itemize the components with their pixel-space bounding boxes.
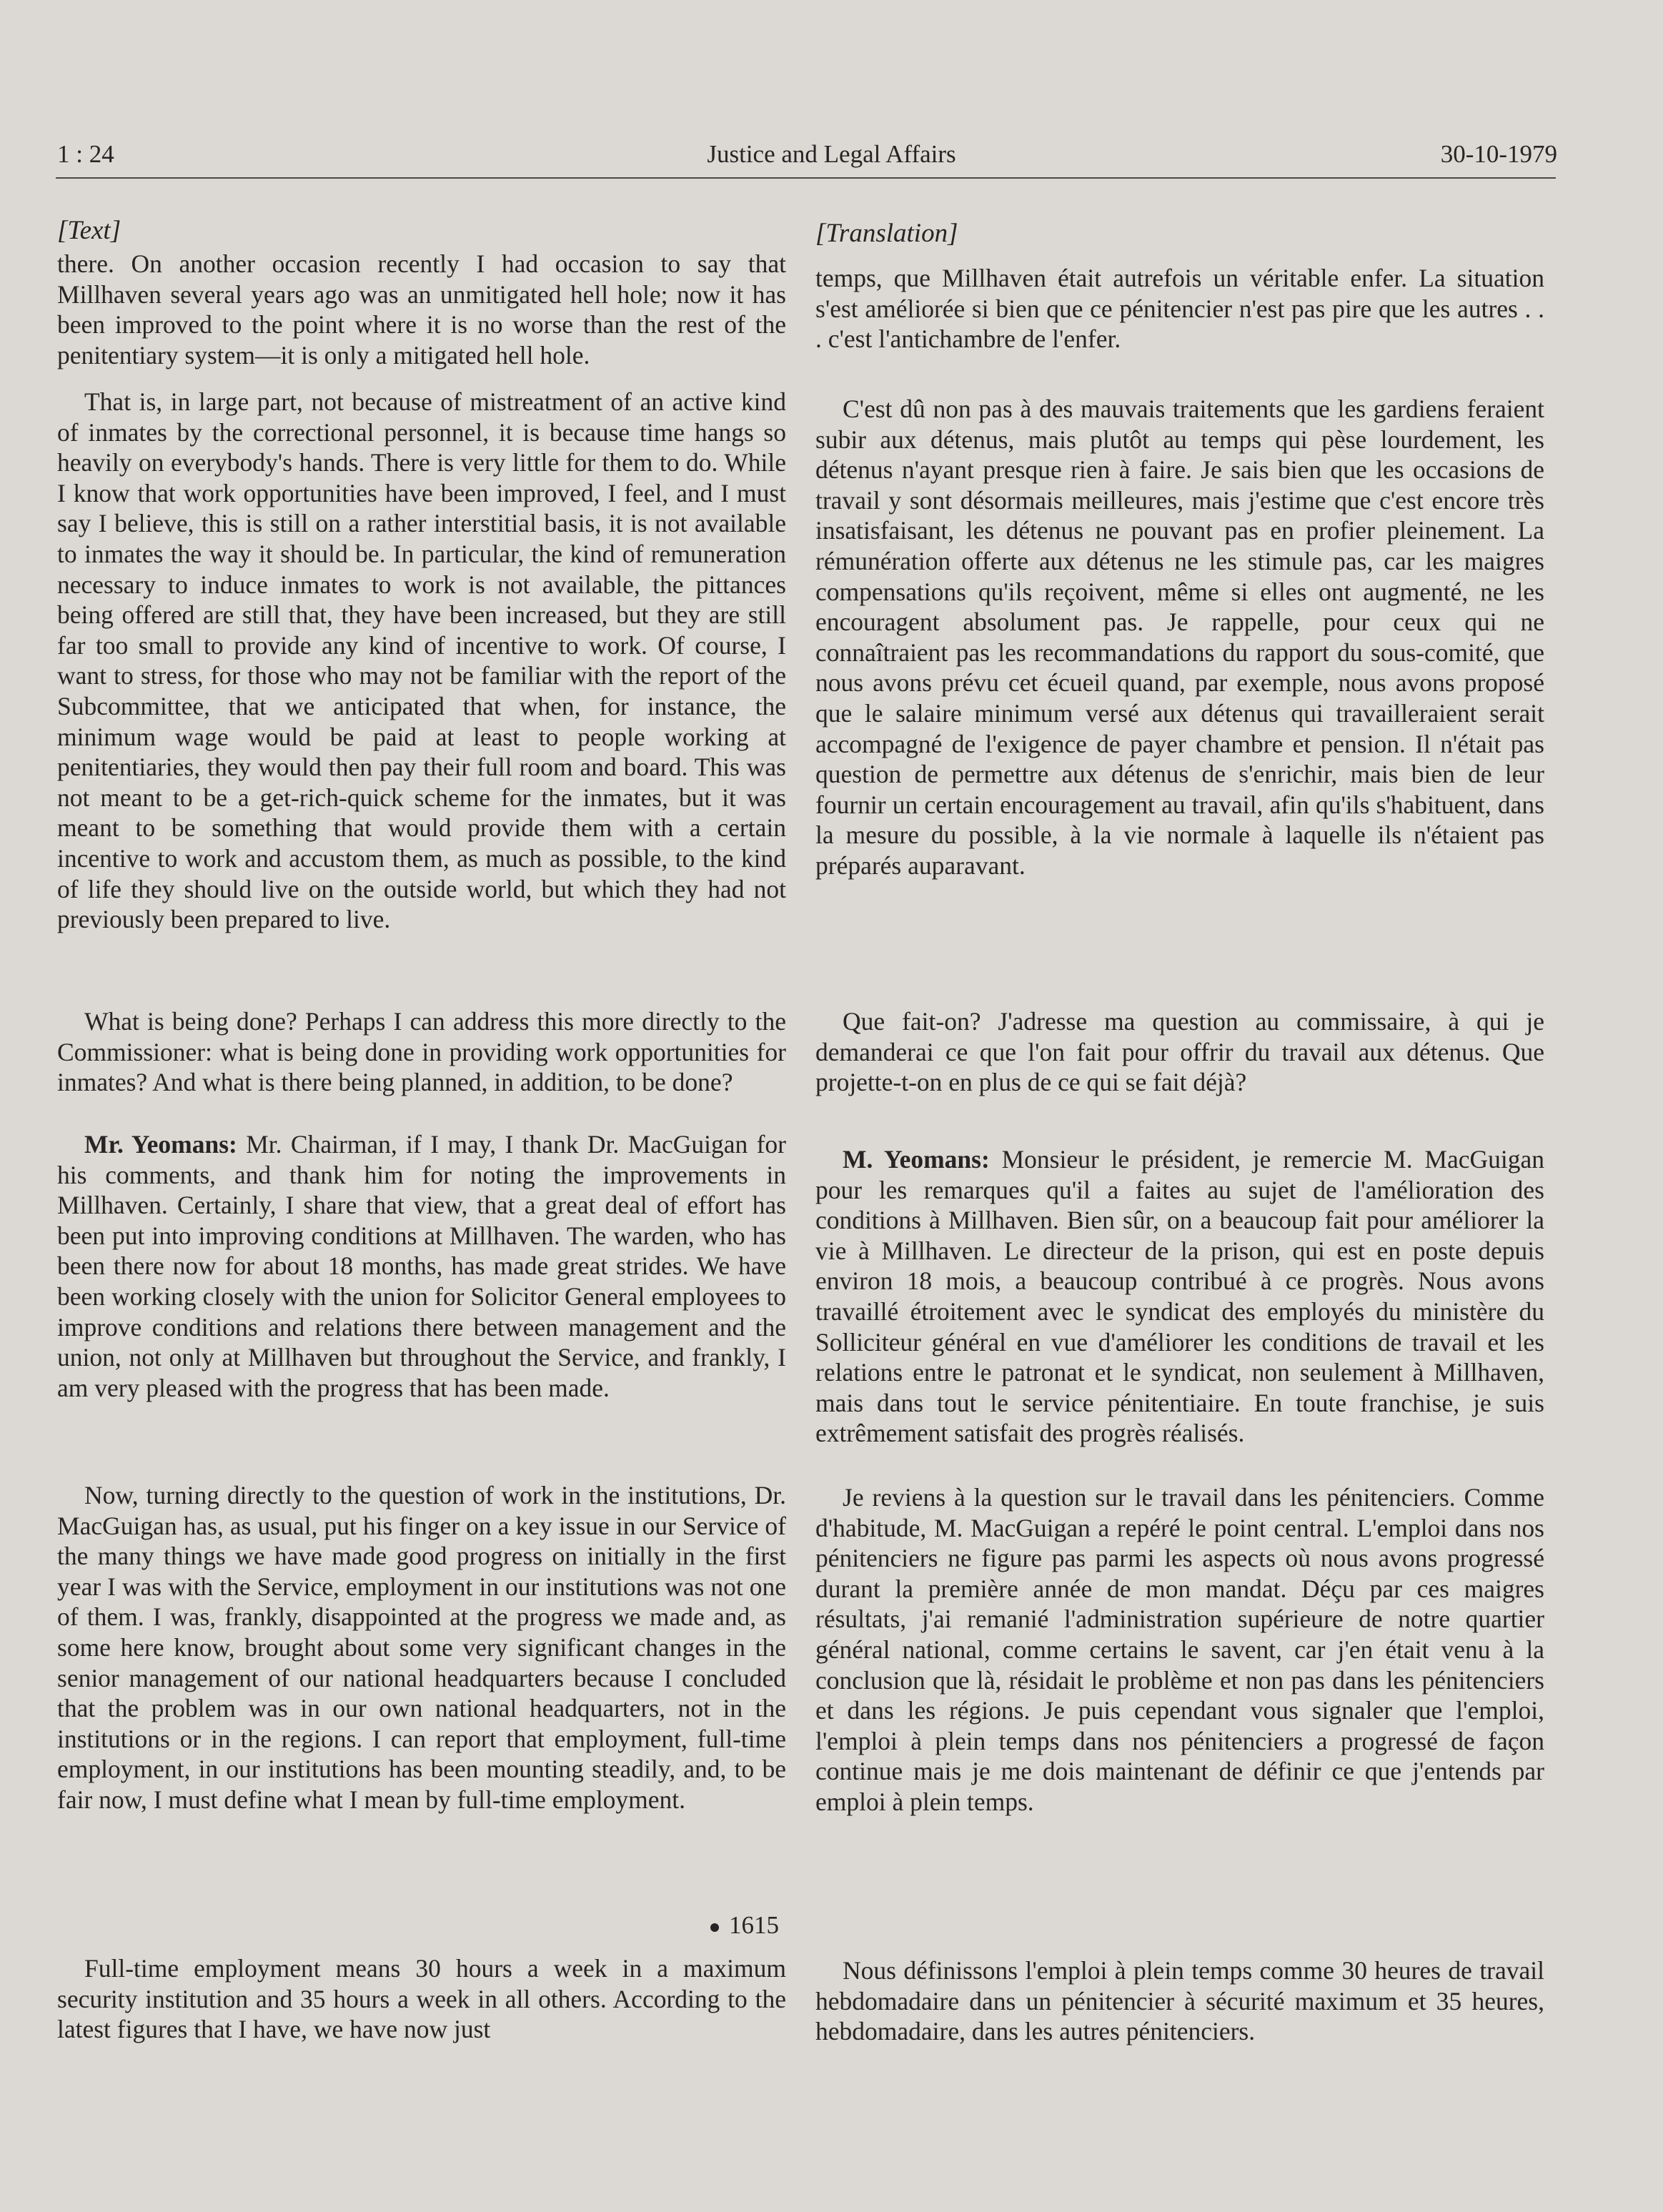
- right-para-5: Je reviens à la question sur le travail dans les pénitenciers. Comme d'habitude, M. MacGuigan a repéré le point central. L'emploi dans nos pénitenciers ne figure pas parmi les aspects où nous avons progressé durant la première année de mon mandat. Déçu par ces maigres résultats, j'ai remanié l'administration supérieure de notre quartier général national, comme certains le savent, car j'en était venu à la conclusion que là, résidait le problème et non pas dans les pénitenciers et dans les régions. Je puis cependant vous signaler que l'emploi, l'emploi à plein temps dans nos pénitenciers a progressé de façon continue mais je me dois maintenant de définir ce que j'entends par emploi à plein temps.: [815, 1483, 1544, 1816]
- timestamp: 1615: [57, 1911, 786, 1940]
- left-para-1: there. On another occasion recently I had occasion to say that Millhaven several years ago was an unmitigated hell hole; now it has been improved to the point where it is no worse than the rest of the penitentiary system—it is only a mitigated hell hole.: [57, 249, 786, 370]
- left-para-6: Full-time employment means 30 hours a week in a maximum security institution and 35 hours a week in all others. According to the latest figures that I have, we have now just: [57, 1954, 786, 2044]
- page-number: 1 : 24: [57, 140, 114, 168]
- tag-text: [Text]: [57, 216, 121, 245]
- right-para-3: Que fait-on? J'adresse ma question au commissaire, à qui je demanderai ce que l'on fait pour offrir du travail aux détenus. Que projette-t-on en plus de ce qui se fait déjà?: [815, 1007, 1544, 1097]
- speaker-name: Mr. Yeomans:: [84, 1130, 237, 1159]
- running-title: Justice and Legal Affairs: [707, 140, 956, 168]
- right-para-6: Nous définissons l'emploi à plein temps comme 30 heures de travail hebdomadaire dans un pénitencier à sécurité maximum et 35 heures, hebdomadaire, dans les autres pénitenciers.: [815, 1956, 1544, 2046]
- right-para-4: M. Yeomans: Monsieur le président, je remercie M. MacGuigan pour les remarques qu'il a faites au sujet de l'amélioration des conditions à Millhaven. Bien sûr, on a beaucoup fait pour améliorer la vie à Millhaven. Le directeur de la prison, qui est en poste depuis environ 18 mois, a beaucoup contribué à ce progrès. Nous avons travaillé étroitement avec le syndicat des employés du ministère du Solliciteur général en vue d'améliorer les conditions de travail et les relations entre le patronat et le syndicat, non seulement à Millhaven, mais dans tout le service pénitentiaire. En toute franchise, je suis extrêmement satisfait des progrès réalisés.: [815, 1145, 1544, 1448]
- header-rule: [56, 177, 1556, 179]
- bullet-icon: [710, 1923, 719, 1932]
- right-para-2: C'est dû non pas à des mauvais traitements que les gardiens feraient subir aux détenus, mais plutôt au temps qui pèse lourdement, les détenus n'ayant presque rien à faire. Je sais bien que les occasions de travail y sont désormais meilleures, mais j'estime que c'est encore très insatisfaisant, les détenus ne pouvant pas en profier pleinement. La rémunération offerte aux détenus ne les stimule pas, car les maigres compensations qu'ils reçoivent, même si elles ont augmenté, ne les encouragent absolument pas. Je rappelle, pour ceux qui ne connaîtraient pas les recommandations du rapport du sous-comité, que nous avons prévu cet écueil quand, par exemple, nous avons proposé que le salaire minimum versé aux détenus qui travailleraient serait accompagné de l'exigence de payer chambre et pension. Il n'était pas question de permettre aux détenus de s'enrichir, mais bien de leur fournir un certain encouragement au travail, afin qu'ils s'habituent, dans la mesure du possible, à la vie normale à laquelle ils n'étaient pas préparés auparavant.: [815, 395, 1544, 880]
- left-para-2: That is, in large part, not because of mistreatment of an active kind of inmates by the correctional personnel, it is because time hangs so heavily on everybody's hands. There is very little for them to do. While I know that work opportunities have been improved, I feel, and I must say I believe, this is still on a rather interstitial basis, it is not available to inmates the way it should be. In particular, the kind of remuneration necessary to induce inmates to work is not available, the pittances being offered are still that, they have been increased, but they are still far too small to provide any kind of incentive to work. Of course, I want to stress, for those who may not be familiar with the report of the Subcommittee, that we anticipated that when, for instance, the minimum wage would be paid at least to people working at penitentiaries, they would then pay their full room and board. This was not meant to be a get-rich-quick scheme for the inmates, but it was meant to be something that would provide them with a certain incentive to work and accustom them, as much as possible, to the kind of life they should live on the outside world, but which they had not previously been prepared to live.: [57, 387, 786, 934]
- left-para-5: Now, turning directly to the question of work in the institutions, Dr. MacGuigan has, as usual, put his finger on a key issue in our Service of the many things we have made good progress on initially in the first year I was with the Service, employment in our institutions was not one of them. I was, frankly, disappointed at the progress we made and, as some here know, brought about some very significant changes in the senior management of our national headquarters because I concluded that the problem was in our own national headquarters, not in the institutions or in the regions. I can report that employment, full-time employment, in our institutions has been mounting steadily, and, to be fair now, I must define what I mean by full-time employment.: [57, 1481, 786, 1814]
- speaker-name: M. Yeomans:: [843, 1145, 990, 1174]
- sitting-date: 30-10-1979: [1440, 140, 1557, 168]
- tag-translation: [Translation]: [815, 219, 958, 248]
- left-para-3: What is being done? Perhaps I can address this more directly to the Commissioner: what is being done in providing work opportunities for inmates? And what is there being planned, in addition, to be done?: [57, 1007, 786, 1097]
- right-para-1: temps, que Millhaven était autrefois un véritable enfer. La situation s'est améliorée si bien que ce pénitencier n'est pas pire que les autres . . . c'est l'antichambre de l'enfer.: [815, 264, 1544, 354]
- left-para-4: Mr. Yeomans: Mr. Chairman, if I may, I thank Dr. MacGuigan for his comments, and thank him for noting the improvements in Millhaven. Certainly, I share that view, that a great deal of effort has been put into improving conditions at Millhaven. The warden, who has been there now for about 18 months, has made great strides. We have been working closely with the union for Solicitor General employees to improve conditions and relations there between management and the union, not only at Millhaven but throughout the Service, and frankly, I am very pleased with the progress that has been made.: [57, 1130, 786, 1402]
